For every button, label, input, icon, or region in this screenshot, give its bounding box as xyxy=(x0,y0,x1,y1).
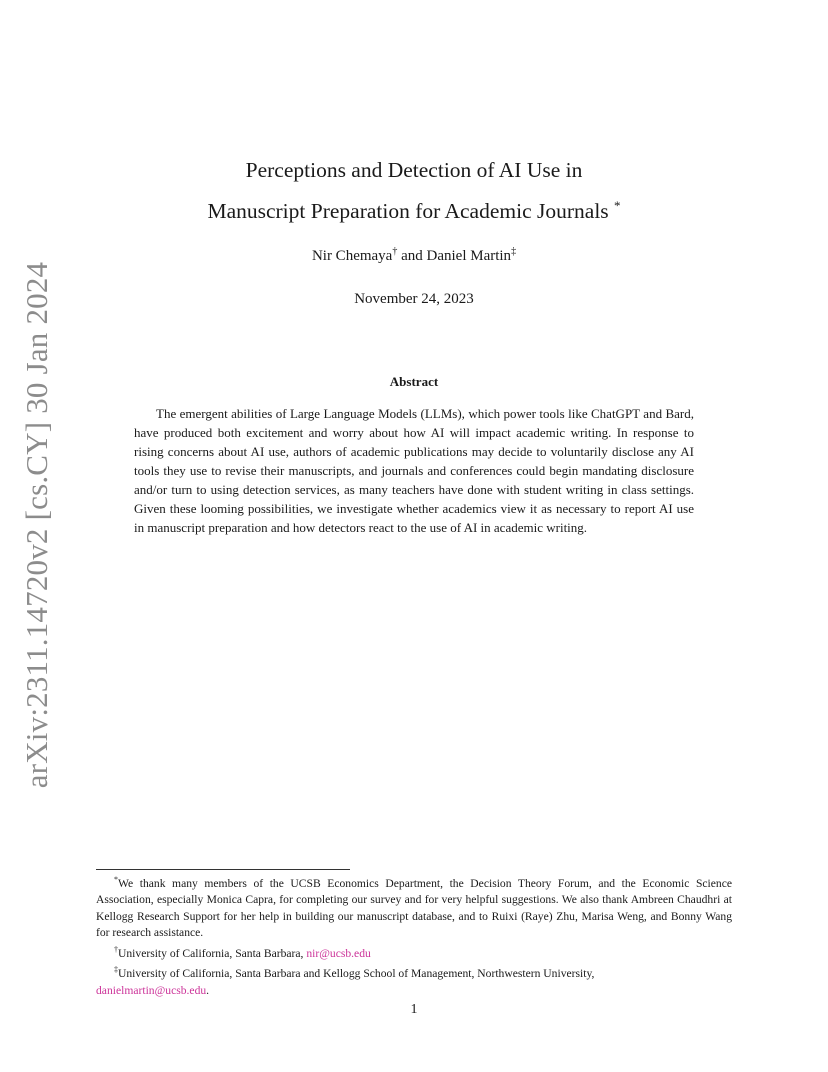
footnote-author-1 xyxy=(96,942,732,962)
author-name-1: Nir Chemaya xyxy=(311,248,393,264)
abstract-heading: Abstract xyxy=(389,374,439,389)
footnote-author-2-end: . xyxy=(206,983,210,997)
footnote-author-1-affiliation: University of California, Santa Barbara, xyxy=(118,946,307,960)
author-2-marker: ‡ xyxy=(511,246,517,257)
footnote-author-1-marker: † xyxy=(114,944,118,954)
author-list xyxy=(0,246,828,265)
author-1-email-link[interactable]: nir@ucsb.edu xyxy=(306,946,371,960)
footnote-divider xyxy=(96,869,350,870)
footnote-acknowledgment-marker: * xyxy=(114,875,118,884)
paper-title xyxy=(0,153,828,229)
footnote-acknowledgment-text: We thank many members of the UCSB Economics Department, the Decision Theory Forum, and the Economic Science Association, especially Monica Capra, for completing our survey and for very helpful suggestions. We also thank Ambreen Chaudhri at Kellogg Research Support for her help in building our manuscript database, and to Ruixi (Raye) Zhu, Marisa Weng, and Bonny Wang for research assistance. xyxy=(96,876,732,940)
arxiv-identifier-stamp: arXiv:2311.14720v2 [cs.CY] 30 Jan 2024 xyxy=(19,261,54,789)
author-1-marker: † xyxy=(392,246,398,257)
title-line-1: Perceptions and Detection of AI Use in xyxy=(245,158,583,182)
footnote-author-2-marker: ‡ xyxy=(114,965,118,975)
author-joiner: and xyxy=(401,248,423,264)
title-line-2-text: Manuscript Preparation for Academic Journals xyxy=(207,199,609,224)
page-number: 1 xyxy=(410,1002,418,1017)
footnotes xyxy=(96,872,732,999)
footnote-author-2 xyxy=(96,962,732,982)
footnote-author-2-affiliation: University of California, Santa Barbara and Kellogg School of Management, Northwestern University, xyxy=(118,967,595,981)
footnote-author-2-email-line xyxy=(96,983,732,1000)
abstract-body: The emergent abilities of Large Language Models (LLMs), which power tools like ChatGPT and Bard, have produced both excitement and worry about how AI will impact academic writing. In response to rising concerns about AI use, authors of academic publications may decide to voluntarily disclose any AI tools they use to revise their manuscripts, and journals and conferences could begin mandating disclosure and/or turn to using detection services, as many teachers have done with student writing in class settings. Given these looming possibilities, we investigate whether academics view it as necessary to report AI use in manuscript preparation and how detectors react to the use of AI in academic writing. xyxy=(134,406,694,535)
title-footnote-marker: * xyxy=(614,198,621,213)
author-name-2: Daniel Martin xyxy=(426,248,512,264)
footnote-acknowledgment xyxy=(96,872,732,942)
author-2-email-link[interactable]: danielmartin@ucsb.edu xyxy=(96,983,207,997)
title-line-2 xyxy=(0,188,828,229)
publication-date: November 24, 2023 xyxy=(354,291,474,307)
